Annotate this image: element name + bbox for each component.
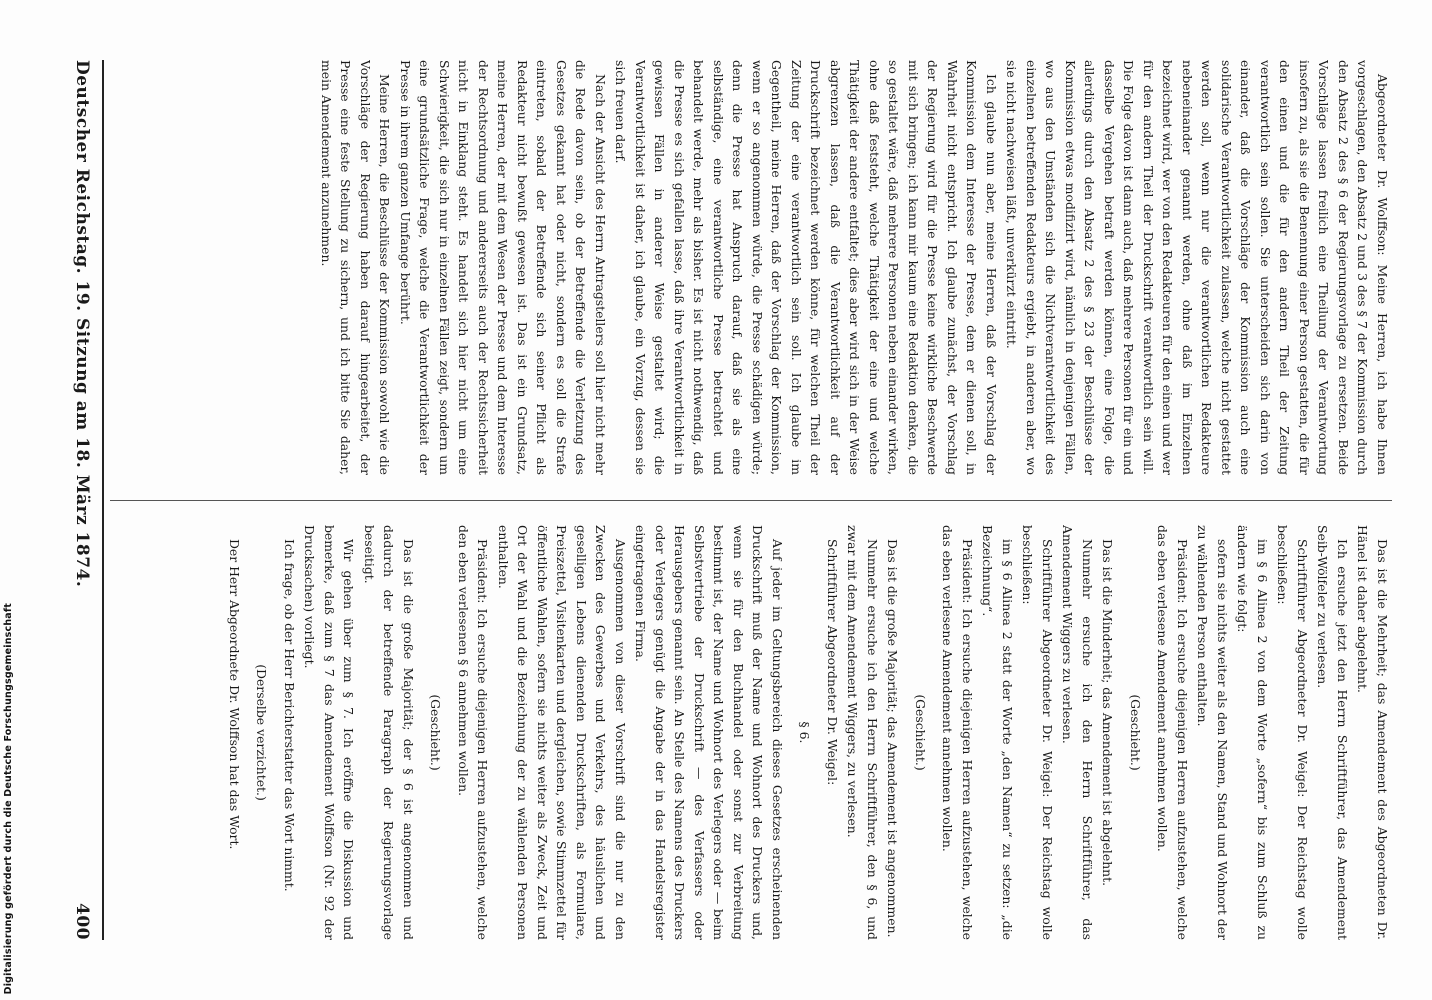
paragraph-note: (Geschieht.) — [1128, 694, 1143, 771]
paragraph: Präsident: Ich ersuche diejenigen Herren aufzustehen, welche den eben verlesenen § 6 annehmen wollen. — [456, 525, 491, 940]
paragraph-note: (Geschieht.) — [913, 694, 928, 771]
paragraph: Nunmehr ersuche ich den Herrn Schriftführer, den § 6, und zwar mit dem Amendement Wiggers, zu verlesen. — [845, 525, 880, 940]
paragraph: Auf jeder im Geltungsbereich dieses Gesetzes erscheinenden Druckschrift muß der Name und Wohnort des Druckers und, wenn sie für den Buchhandel oder sonst zur Verbreitung bestimmt ist, der Name und Wohnort des Verlegers oder — beim Selbstvertriebe der Druckschrift — des Verfassers oder Herausgebers genannt sein. An Stelle des Namens des Druckers oder Verlegers genügt die Angabe der in das Handelsregister eingetragenen Firma. — [633, 525, 785, 940]
paragraph-note: § 6. — [797, 721, 813, 744]
paragraph: Ausgenommen von dieser Vorschrift sind die nur zu den Zwecken des Gewerbes und Verkehrs, des häuslichen und geselligen Lebens dienenden Druckschriften, als Formulare, Preiszettel, Visitenkarten und dergleichen, sowie Stimmzettel für öffentliche Wahlen, sofern sie nichts weiter als Zweck, Zeit und Ort der Wahl und die Bezeichnung der zu wählenden Personen enthalten. — [496, 525, 628, 940]
paragraph-note: (Geschieht.) — [428, 694, 444, 771]
paragraph-note: (Derselbe verzichtet.) — [254, 664, 270, 801]
paragraph: Präsident: Ich ersuche diejenigen Herren aufzustehen, welche das eben verlesene Amendement annehmen wollen. — [940, 525, 975, 940]
paragraph: Ich glaube nun aber, meine Herren, daß der Vorschlag der Kommission dem Interesse der Presse, dem er dienen soll, in Wahrheit nicht entspricht. Ich glaube zunächst, der Vorschlag der Regierung wird für die Presse keine wirkliche Beschwerde mit sich bringen; ich kann mir kaum eine Redaktion denken, die so gestaltet wäre, daß mehrere Personen neben einander wirken, ohne daß feststeht, welche Thätigkeit der eine und welche Thätigkeit der andere entfaltet; dies aber wird sich in der Weise abgrenzen lassen, daß die Verantwortlichkeit auf der Druckschrift bezeichnet werden könne, für welchen Theil der Zeitung der eine verantwortlich sein soll. Ich glaube im Gegentheil, meine Herren, daß der Vorschlag der Kommission, wenn er so angenommen würde, die Presse schädigen würde; denn die Presse hat Anspruch darauf, daß sie als eine selbständige, eine verantwortliche Presse betrachtet und behandelt werde, mehr als bisher. Es ist nicht nothwendig, daß die Presse es sich gefallen lasse, daß ihre Verantwortlichkeit in gewissen Fällen in anderer Weise gestaltet wird; die Verantwortlichkeit ist daher, ich glaube, ein Vorzug, dessen sie sich freuen darf. — [613, 60, 999, 475]
text-columns — [110, 60, 1392, 940]
page-title: Deutscher Reichstag. 19. Sitzung am 18. März 1874. — [72, 60, 92, 588]
paragraph: Meine Herren, die Beschlüsse der Kommission sowohl wie die Vorschläge der Regierung haben darauf hingearbeitet, der Presse eine feste Stellung zu sichern, und ich bitte Sie daher, mein Amendement anzunehmen. — [319, 60, 393, 475]
paragraph: Der Herr Abgeordnete Dr. Wolffson hat das Wort. — [227, 539, 242, 850]
paragraph: Nunmehr ersuche ich den Herrn Schriftführer, das Amendement Wiggers zu verlesen. — [1060, 525, 1095, 940]
paragraph: Ich ersuche jetzt den Herrn Schriftführer, das Amendement Seib-Wölfeler zu verlesen. — [1315, 525, 1350, 940]
digitization-credit — [3, 603, 14, 994]
paragraph: Präsident: Ich ersuche diejenigen Herren aufzustehen, welche das eben verlesene Amendement annehmen wollen. — [1155, 525, 1190, 940]
left-column — [110, 525, 1392, 940]
paragraph: Schriftführer Abgeordneter Dr. Weigel: Der Reichstag wolle beschließen: — [1020, 525, 1055, 940]
paragraph: sofern sie nichts weiter als den Namen, Stand und Wohnort der zu wählenden Person enthalten. — [1195, 525, 1230, 940]
paragraph: im § 6 Alinea 2 von dem Worte „sofern“ bis zum Schluß zu ändern wie folgt: — [1235, 525, 1270, 940]
paragraph: Das ist die Minderheit; das Amendement ist abgelehnt. — [1100, 539, 1116, 887]
paragraph: Das ist die Mehrheit; das Amendement des Abgeordneten Dr. Hänel ist daher abgelehnt. — [1355, 525, 1390, 940]
paragraph: Nach der Ansicht des Herrn Antragstellers soll hier nicht mehr die Rede davon sein, ob der Betreffende die Verletzung des Gesetzes gekannt hat oder nicht, sondern es soll die Strafe eintreten, sobald der Betreffende sich seiner Pflicht als Redakteur nicht bewußt gewesen ist. Das ist ein Grundsatz, meine Herren, der mit dem Wesen der Presse und dem Interesse der Rechtsordnung und andererseits auch der Rechtssicherheit nicht in Einklang steht. Es handelt sich hier nicht um eine Schwierigkeit, die sich nur in einzelnen Fällen zeigt, sondern um eine grundsätzliche Frage, welche die Verantwortlichkeit der Presse in ihrem ganzen Umfange berührt. — [398, 60, 608, 475]
page-number: 400 — [72, 903, 92, 940]
page-header — [72, 60, 102, 940]
right-column — [110, 60, 1392, 475]
paragraph: Schriftführer Abgeordneter Dr. Weigel: — [825, 539, 840, 786]
paragraph: Ich frage, ob der Herr Berichterstatter das Wort nimmt. — [282, 539, 297, 892]
paragraph: Das ist die große Majorität; der § 6 ist angenommen und dadurch der betreffende Paragraph der Regierungsvorlage beseitigt. — [362, 525, 416, 940]
credit-text: Digitalisierung gefördert durch die Deutsche Forschungsgemeinschaft — [3, 602, 14, 994]
paragraph: Schriftführer Abgeordneter Dr. Weigel: Der Reichstag wolle beschließen: — [1275, 525, 1310, 940]
header-rule — [102, 60, 104, 940]
column-divider — [110, 500, 1392, 501]
paragraph: im § 6 Alinea 2 statt der Worte „den Namen“ zu setzen: „die Bezeichnung“. — [980, 525, 1015, 940]
paragraph: Wir gehen über zum § 7. Ich eröffne die Diskussion und bemerke, daß zum § 7 das Amendement Wolffson (Nr. 92 der Drucksachen) vorliegt. — [302, 525, 357, 940]
paragraph: Das ist die große Majorität; das Amendement ist angenommen. — [885, 539, 901, 938]
paragraph: Abgeordneter Dr. Wolffson: Meine Herren, ich habe Ihnen vorgeschlagen, den Absatz 2 und 3 des § 7 der Kommission durch den Absatz 2 des § 6 der Regierungsvorlage zu ersetzen. Beide Vorschläge lassen freilich eine Theilung der Verantwortung insofern zu, als sie die Benennung einer Person gestatten, die für den einen und die für den andern Theil der Zeitung verantwortlich sein sollen. Sie unterscheiden sich darin von einander, daß die Vorschläge der Kommission auch eine solidarische Verantwortlichkeit zulassen, welche nicht gestattet werden soll, wenn nur die verantwortlichen Redakteure nebeneinander genannt werden, ohne daß im Einzelnen bezeichnet wird, wer von den Redakteuren für den einen und wer für den andern Theil der Druckschrift verantwortlich sein will. Die Folge davon ist dann auch, daß mehrere Personen für ein und dasselbe Vergehen betraft werden können, eine Folge, die allerdings durch den Absatz 2 des § 23 der Beschlüsse der Kommission etwas modiﬁzirt wird, nämlich in denjenigen Fällen, wo aus den Umständen sich die Nichtverantwortlichkeit des einzelnen betreffenden Redakteurs ergiebt, in anderen aber, wo sie nicht nachweisen läßt, unverkürzt eintritt. — [1004, 60, 1390, 475]
